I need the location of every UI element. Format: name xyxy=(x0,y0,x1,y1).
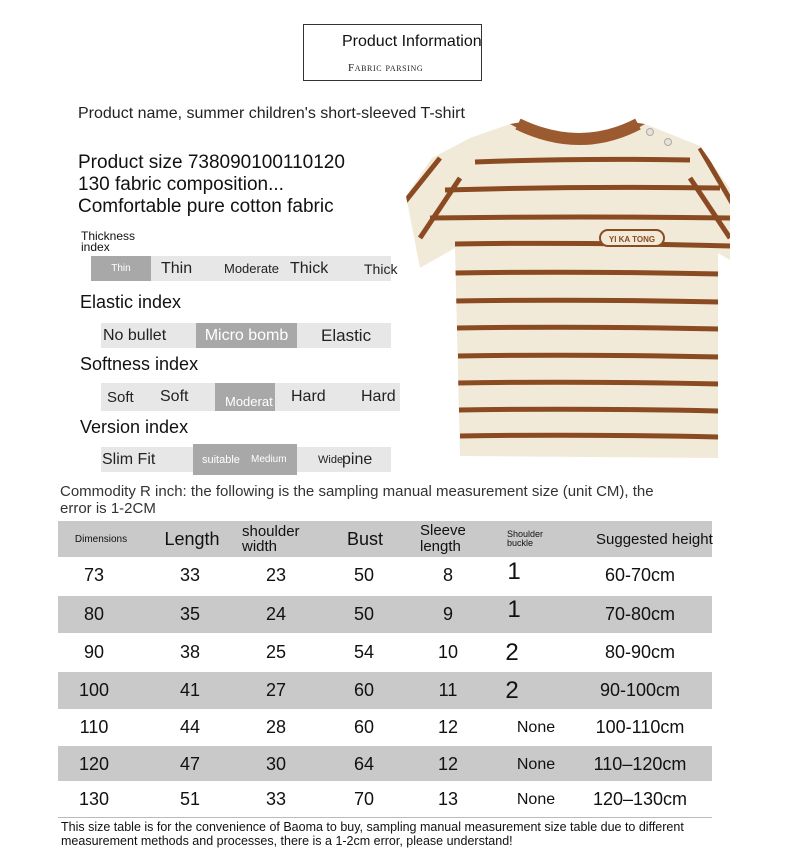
commodity-note: Commodity R inch: the following is the sampling manual measurement size (unit CM), the error is 1-2CM xyxy=(60,483,654,517)
header-title: Product Information xyxy=(342,33,482,50)
header-subtitle: Fabric parsing xyxy=(348,62,424,74)
cell-sleeve-length: 10 xyxy=(437,642,459,662)
cell-bust: 60 xyxy=(353,717,375,737)
cell-bust: 70 xyxy=(353,789,375,809)
table-row xyxy=(58,634,712,671)
table-bottom-divider xyxy=(58,817,712,818)
cell-dimension: 100 xyxy=(78,680,110,700)
elastic-option-micro-bomb-selected: Micro bomb xyxy=(196,323,297,348)
product-size-line-1: Product size 738090100110120 xyxy=(78,152,345,173)
header-suggested-height: Suggested height xyxy=(596,530,713,548)
table-row xyxy=(58,672,712,709)
softness-option-soft: Soft xyxy=(107,388,134,406)
cell-length: 35 xyxy=(179,604,201,624)
size-table-footnote: This size table is for the convenience of Baoma to buy, sampling manual measurement size table due to different measurement methods and processes, there is a 1-2cm error, please understand! xyxy=(61,820,684,848)
cell-shoulder-width: 33 xyxy=(265,789,287,809)
header-shoulder-buckle: Shoulder buckle xyxy=(507,529,544,548)
cell-shoulder-width: 25 xyxy=(265,642,287,662)
cell-dimension: 130 xyxy=(78,789,110,809)
table-row xyxy=(58,746,712,783)
tshirt-logo-text: YI KA TONG xyxy=(608,235,656,244)
thickness-option-thick: Thick xyxy=(290,259,329,277)
version-option-pine: pine xyxy=(342,450,373,468)
version-index-bar xyxy=(101,447,391,472)
shoulder-button-icon xyxy=(647,129,654,136)
cell-sleeve-length: 8 xyxy=(442,565,453,585)
cell-length: 41 xyxy=(179,680,201,700)
cell-length: 47 xyxy=(179,754,201,774)
cell-suggested-height: 60-70cm xyxy=(604,565,676,585)
cell-shoulder-buckle: 2 xyxy=(505,638,519,666)
thickness-index-bar xyxy=(91,256,398,281)
cell-shoulder-width: 23 xyxy=(265,565,287,585)
product-name: Product name, summer children's short-sleeved T-shirt xyxy=(78,105,465,122)
table-row xyxy=(58,557,712,594)
cell-dimension: 120 xyxy=(78,754,110,774)
cell-shoulder-buckle: 1 xyxy=(507,596,521,623)
version-option-wide: Wide xyxy=(318,453,344,466)
tshirt-collar-band xyxy=(518,124,638,139)
thickness-option-thick-max: Thick xyxy=(364,260,398,277)
cell-length: 51 xyxy=(179,789,201,809)
elastic-index-title: Elastic index xyxy=(80,292,182,312)
softness-option-moderate-selected: Moderat xyxy=(215,383,275,411)
product-size-line-2: 130 fabric composition... xyxy=(78,174,284,195)
softness-option-soft-2: Soft xyxy=(160,388,189,405)
elastic-option-no-bullet: No bullet xyxy=(103,326,167,344)
cell-shoulder-width: 27 xyxy=(265,680,287,700)
cell-dimension: 110 xyxy=(79,717,109,737)
shoulder-button-icon xyxy=(665,139,672,146)
cell-bust: 50 xyxy=(353,604,375,624)
table-row xyxy=(58,781,712,818)
elastic-option-elastic: Elastic xyxy=(321,325,372,345)
cell-bust: 54 xyxy=(353,642,375,662)
cell-suggested-height: 110–120cm xyxy=(593,754,687,774)
cell-sleeve-length: 12 xyxy=(437,754,459,774)
header-dimensions: Dimensions xyxy=(74,533,128,545)
cell-dimension: 80 xyxy=(83,604,105,624)
cell-shoulder-width: 24 xyxy=(265,604,287,624)
cell-shoulder-width: 28 xyxy=(265,717,287,737)
cell-dimension: 73 xyxy=(83,565,105,585)
cell-length: 33 xyxy=(179,565,201,585)
cell-shoulder-buckle: None xyxy=(516,718,556,736)
thickness-index-title: Thickness index xyxy=(81,229,136,254)
header-length: Length xyxy=(164,528,220,549)
cell-suggested-height: 80-90cm xyxy=(604,642,676,662)
table-header-row xyxy=(58,521,712,557)
cell-sleeve-length: 13 xyxy=(437,789,459,809)
striped-tshirt-image xyxy=(400,118,730,463)
cell-dimension: 90 xyxy=(83,642,105,662)
thickness-option-moderate: Moderate xyxy=(224,261,279,276)
header-bust: Bust xyxy=(346,528,384,549)
cell-shoulder-buckle: 2 xyxy=(505,676,519,704)
version-index-title: Version index xyxy=(80,417,189,437)
softness-index-title: Softness index xyxy=(80,354,199,374)
softness-option-hard-2: Hard xyxy=(361,388,396,405)
cell-sleeve-length: 11 xyxy=(438,680,458,700)
thickness-option-thin-selected: Thin xyxy=(91,256,151,281)
cell-suggested-height: 120–130cm xyxy=(592,789,688,809)
version-option-slim-fit: Slim Fit xyxy=(102,450,156,468)
cell-sleeve-length: 12 xyxy=(437,717,459,737)
tshirt-body xyxy=(400,124,730,458)
cell-suggested-height: 90-100cm xyxy=(599,680,681,700)
table-row xyxy=(58,596,712,633)
cell-length: 38 xyxy=(179,642,201,662)
header-shoulder-width: shoulder width xyxy=(242,523,300,555)
softness-index-bar xyxy=(101,383,400,411)
elastic-index-bar xyxy=(101,323,391,348)
cell-suggested-height: 70-80cm xyxy=(604,604,676,624)
cell-shoulder-buckle: 1 xyxy=(507,558,521,585)
version-option-suitable: suitable xyxy=(202,453,240,466)
header-sleeve-length: Sleeve length xyxy=(420,522,466,555)
product-size-line-3: Comfortable pure cotton fabric xyxy=(78,196,334,217)
thickness-option-thin: Thin xyxy=(161,259,193,277)
cell-shoulder-buckle: None xyxy=(516,790,556,808)
cell-bust: 64 xyxy=(353,754,375,774)
cell-bust: 50 xyxy=(353,565,375,585)
cell-sleeve-length: 9 xyxy=(442,604,453,624)
softness-option-hard: Hard xyxy=(291,388,326,405)
cell-shoulder-width: 30 xyxy=(265,754,287,774)
cell-suggested-height: 100-110cm xyxy=(595,717,685,737)
cell-shoulder-buckle: None xyxy=(516,755,556,773)
cell-bust: 60 xyxy=(353,680,375,700)
cell-length: 44 xyxy=(179,717,201,737)
table-row xyxy=(58,709,712,746)
version-option-medium: Medium xyxy=(251,454,287,465)
